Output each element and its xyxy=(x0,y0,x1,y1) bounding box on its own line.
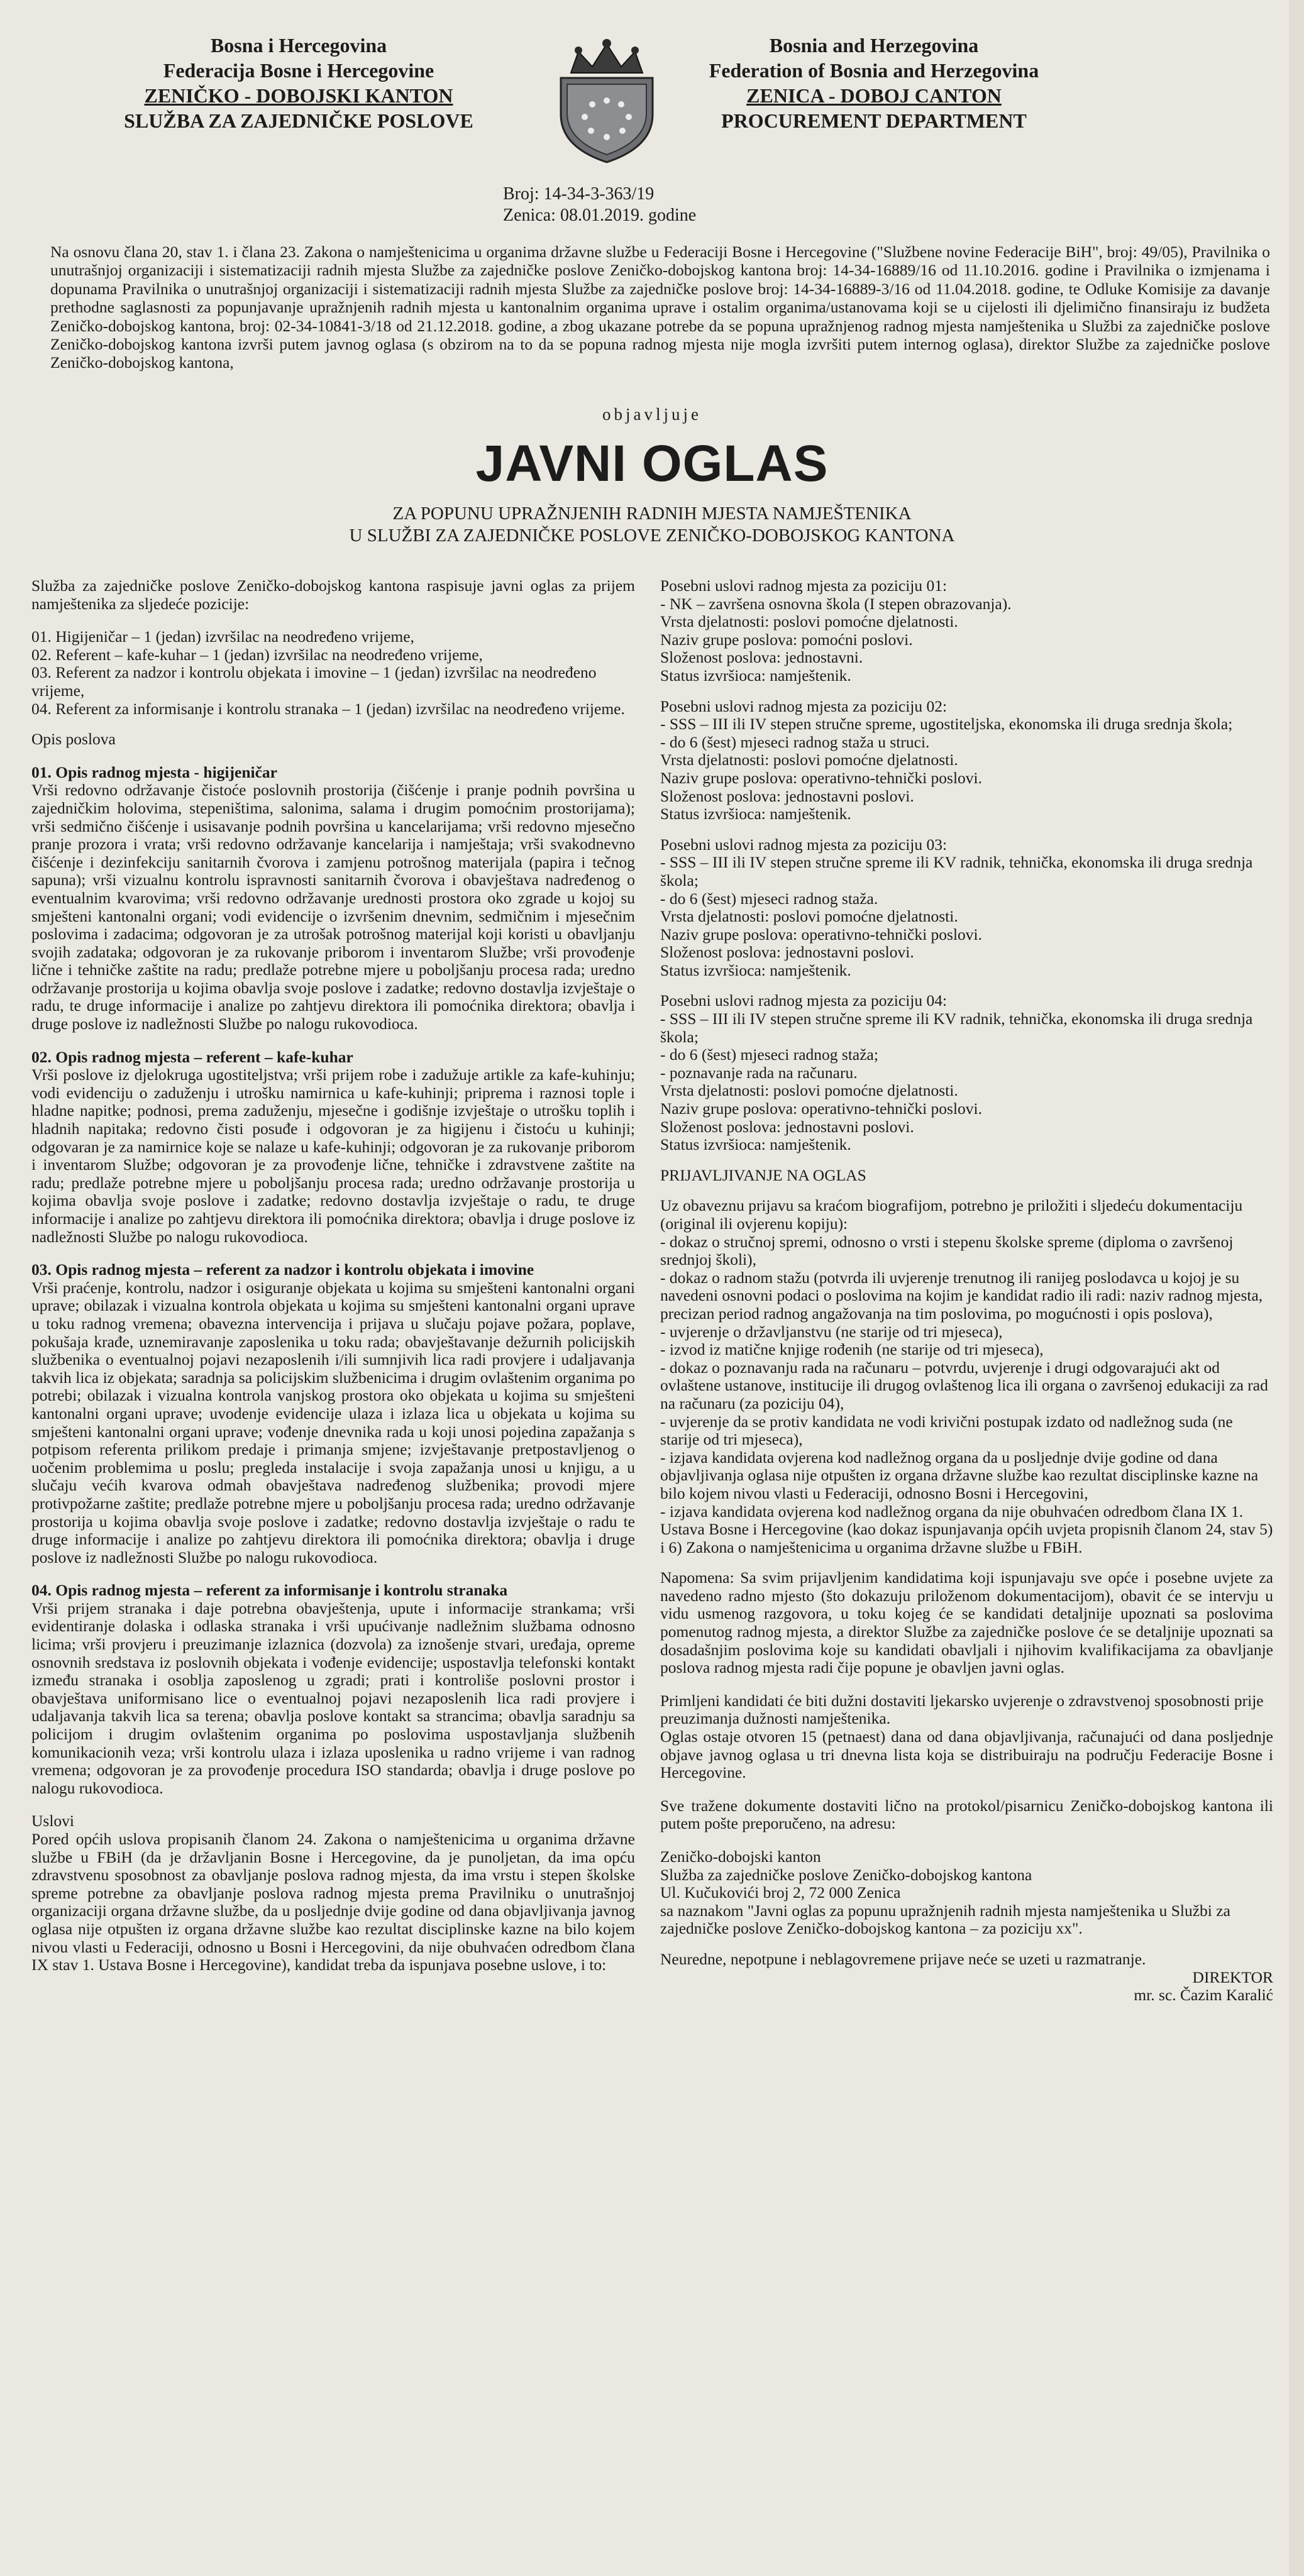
section-heading: Uslovi xyxy=(31,1812,75,1830)
address-line: sa naznakom "Javni oglas za popunu upražnjenih radnih mjesta namještenika u Službi za zajedničke poslove Zeničko-dobojskog kantona – za poziciju xx". xyxy=(660,1901,1230,1938)
objavljuje-label: objavljuje xyxy=(602,405,702,424)
job-description-text: Vrši redovno održavanje čistoće poslovnih prostorija (čišćenje i pranje podnih površina u zajedničkim holovima, stepeništima, salonima, salama i drugim pomoćnim prostorijama); vrši sedmično čišćenje i usisavanje podnih površina u kancelarijama; vrši redovno mjesečno pranje prozora i vrata; vrši redovno održavanje kancelarija i namještaja; vrši svakodnevno čišćenje i dezinfekciju sanitarnih čvorova i zamjenu potrošnog materijala (papira i tečnog sapuna); vrši vizualnu kontrolu ispravnosti sanitarnih čvorova i obavještava nadređenog o eventualnim kvarovima; vrši redovno održavanje urednosti prostora oko zgrade u kojoj su smješteni kantonalni organi; vodi evidencije o izvršenim dnevnim, sedmičnim i mjesečnim poslovima i zadacima; odgovoran je za utrošak potrošnog materijal koji koristi u obavljanju svojih zadataka; odgovoran je za rukovanje priborom i inventarom Službe; vrši provođenje lične i tehničke zaštite na radu; predlaže potrebne mjere u poboljšanju procesa rada; uredno održavanje prostorija u kojima obavlja svoje poslove i zadatke; redovno dostavlja izvještaje o radu, te druge informacije i analize po zahtjevu direktora ili pomoćnika direktora; obavlja i druge poslove iz nadležnosti Službe po nalogu rukovodioca. xyxy=(31,781,635,1033)
condition-line: Status izvršioca: namještenik. xyxy=(660,805,851,823)
subtitle-line: U SLUŽBI ZA ZAJEDNIČKE POSLOVE ZENIČKO-DOBOJSKOG KANTONA xyxy=(349,526,955,546)
condition-line: - poznavanje rada na računaru. xyxy=(660,1063,858,1082)
condition-line: Složenost poslova: jednostavni poslovi. xyxy=(660,786,914,805)
address-line: Služba za zajedničke poslove Zeničko-dobojskog kantona xyxy=(660,1865,1032,1884)
condition-line: - do 6 (šest) mjeseci radnog staža; xyxy=(660,1045,878,1064)
header-left-line: Bosna i Hercegovina xyxy=(210,34,387,57)
mailing-address xyxy=(660,1848,1273,1938)
condition-line: Naziv grupe poslova: operativno-tehnički poslovi. xyxy=(660,1099,983,1118)
header-right xyxy=(673,33,1075,133)
position-item: 02. Referent – kafe-kuhar – 1 (jedan) izvršilac na neodređeno vrijeme, xyxy=(31,645,483,664)
subtitle-line: ZA POPUNU UPRAŽNJENIH RADNIH MJESTA NAMJEŠTENIKA xyxy=(392,504,912,524)
deadline-paragraph: Oglas ostaje otvoren 15 (petnaest) dana od dana objavljivanja, računajući od dana posljednje objave javnog oglasa u tri dnevna lista koja se distribuiraju na području Federacije Bosne i Hercegovine. xyxy=(660,1727,1273,1782)
document-item: - uvjerenje da se protiv kandidata ne vodi krivični postupak izdato od nadležnog suda (ne starije od tri mjeseca), xyxy=(660,1412,1233,1449)
condition-line: Posebni uslovi radnog mjesta za poziciju 04: xyxy=(660,991,948,1010)
job-description-heading: 03. Opis radnog mjesta – referent za nadzor i kontrolu objekata i imovine xyxy=(31,1260,534,1279)
opening-paragraph: Služba za zajedničke poslove Zeničko-dobojskog kantona raspisuje javni oglas za prijem namještenika za sljedeće pozicije: xyxy=(31,576,635,613)
condition-line: Posebni uslovi radnog mjesta za poziciju 01: xyxy=(660,576,948,595)
condition-line: Naziv grupe poslova: operativno-tehnički poslovi. xyxy=(660,768,983,787)
condition-line: Vrsta djelatnosti: poslovi pomoćne djelatnosti. xyxy=(660,1081,958,1100)
header-right-line: PROCUREMENT DEPARTMENT xyxy=(721,109,1027,132)
signature-title: DIREKTOR xyxy=(1192,1968,1273,1986)
left-column xyxy=(31,577,635,1990)
condition-line: Vrsta djelatnosti: poslovi pomoćne djelatnosti. xyxy=(660,907,958,926)
job-description-heading: 02. Opis radnog mjesta – referent – kafe-kuhar xyxy=(31,1047,353,1066)
reference-block xyxy=(503,184,696,226)
section-heading: Opis poslova xyxy=(31,730,116,749)
submission-paragraph: Sve tražene dokumente dostaviti lično na protokol/pisarnicu Zeničko-dobojskog kantona ili putem pošte preporučeno, na adresu: xyxy=(660,1796,1273,1833)
position-item: 01. Higijeničar – 1 (jedan) izvršilac na neodređeno vrijeme, xyxy=(31,627,414,646)
condition-line: Posebni uslovi radnog mjesta za poziciju 03: xyxy=(660,835,948,854)
intro-paragraph: Na osnovu člana 20, stav 1. i člana 23. Zakona o namještenicima u organima državne službe u Federaciji Bosne i Hercegovine ("Službene novine Federacije BiH", broj: 49/05), Pravilnika o unutrašnjoj organizaciji i sistematizaciji radnih mjesta Službe za zajedničke poslove Zeničko-dobojskog kantona broj: 14-34-16889/16 od 11.10.2016. godine i Pravilnika o izmjenama i dopunama Pravilnika o unutrašnjoj organizaciji i sistematizaciji radnih mjesta Službe za zajedničke poslove broj: 14-34-16889-3/16 od 11.04.2018. godine, te Odluke Komisije za davanje prethodne saglasnosti za popunjavanje upražnjenih radnih mjesta u kantonalnim organima uprave i ostalim organima/ustanovama koji se u cijelosti ili djelimično finansiraju iz budžeta Zeničko-dobojskog kantona, broj: 02-34-10841-3/18 od 21.12.2018. godine, a zbog ukazane potrebe da se popuna upražnjenog radnog mjesta namještenika u Službi za zajedničke poslove Zeničko-dobojskog kantona izvrši putem javnog oglasa (s obzirom na to da se popuna radnog mjesta nije mogla izvršiti putem internog oglasa), direktor Službe za zajedničke poslove Zeničko-dobojskog kantona, xyxy=(50,243,1270,372)
application-heading: PRIJAVLJIVANJE NA OGLAS xyxy=(660,1165,866,1184)
signature-name: mr. sc. Čazim Karalić xyxy=(1134,1986,1273,2005)
document-item: - izjava kandidata ovjerena kod nadležnog organa da u posljednje dvije godine od dana objavljivanja oglasa nije otpušten iz organa državne službe kao rezultat disciplinske kazne na bilo kojem nivou vlasti u Federaciji, odnosno Bosni i Hercegovini, xyxy=(660,1448,1259,1502)
job-description-heading: 04. Opis radnog mjesta – referent za informisanje i kontrolu stranaka xyxy=(31,1581,508,1600)
position-conditions-04 xyxy=(660,992,1273,1153)
position-conditions-01 xyxy=(660,577,1273,685)
condition-line: - SSS – III ili IV stepen stručne spreme ili KV radnik, tehnička, ekonomska ili druga srednja škola; xyxy=(660,853,1253,889)
job-description-text: Vrši praćenje, kontrolu, nadzor i osiguranje objekata u kojima su smješteni kantonalni organi uprave; obilazak i vizualna kontrola objekata u kojima su smješteni kantonalni organi uprave u toku radnog vremena; obavezna intervencija i prijava u slučaju pojave požara, poplave, pokušaja krađe, uznemiravanje zaposlenika u toku rada; obavještavanje dežurnih policijskih službenika o eventualnoj pojavi nezaposlenih i/ili sumnjivih lica radi provjere i udaljavanja takvih lica iz objekata; saradnja sa policijskim službenicima i drugim ovlaštenim organima po potrebi; obilazak i vizualna kontrola vanjskog prostora oko objekata u kojima su smješteni kantonalni organi uprave; uvodenje evidencije ulaza i izlaza lica u objekata u kojima su smješteni kantonalni organi uprave; vođenje dnevnika rada u koji unosi pojedina zapažanja s potpisom referenta prilikom predaje i primanja smjene; izvještavanje pretpostavljenog o uočenim problemima u poslu; pregleda instalacije i svoja zapažanja unosi u knjigu, a u slučaju većih kvarova odmah obavještava nadređenog službenika; provodi mjere protivpožarne zaštite; predlaže potrebne mjere u poboljšanju procesa rada; uredno održavanje prostorija u kojima obavlja svoje poslove i zadatke; redovno dostavlja izvještaje o radu te druge informacije i analize po zahtjevu direktora ili pomoćnika direktora; obavlja i druge poslove iz nadležnosti Službe po nalogu rukovodioca. xyxy=(31,1278,635,1566)
condition-line: Posebni uslovi radnog mjesta za poziciju 02: xyxy=(660,696,948,715)
document-item: - dokaz o stručnoj spremi, odnosno o vrsti i stepenu školske spreme (diploma o završenoj srednjoj školi), xyxy=(660,1232,1234,1269)
document-item: - uvjerenje o državljanstvu (ne starije od tri mjeseca), xyxy=(660,1322,1003,1341)
condition-line: Status izvršioca: namještenik. xyxy=(660,1135,851,1154)
subtitle xyxy=(0,503,1304,547)
right-page-margin xyxy=(1289,0,1304,2576)
note-paragraph: Napomena: Sa svim prijavljenim kandidatima koji ispunjavaju sve opće i posebne uvjete za navedeno radno mjesto (što dokazuju priloženom dokumentacijom), obavit će se intervju u vidu usmenog razgovora, u toku kojeg će se kandidati detaljnije upoznati sa poslovima pomenutog radnog mjesta, a direktor Službe za zajedničke poslove će se detaljnije upoznati sa dosadašnjim poslovima koje su kandidati obavljali i njihovim kvalifikacijama za obavljanje poslova radnog mjesta radi čije popune je obavljen javni oglas. xyxy=(660,1568,1273,1677)
position-conditions-02 xyxy=(660,698,1273,823)
conditions-paragraph: Pored općih uslova propisanih članom 24. Zakona o namještenicima u organima državne službe u FBiH (da je državljanin Bosne i Hercegovine, da je punoljetan, da ima opću zdravstvenu sposobnost za obavljanje poslova radnog mjesta, da ima vrstu i stepen školske spreme potrebne za obavljanje poslova radnog mjesta prema Pravilniku o unutrašnjoj organizaciji organa državne službe, da u posljednje dvije godine od dana objavljivanja javnog oglasa nije otpušten iz organa državne službe kao rezultat disciplinske kazne na bilo kojem nivou vlasti u Federaciji, odnosno u Bosni i Hercegovini, da nije obuhvaćen odredbom člana IX stav 1. Ustava Bosne i Hercegovine), kandidat treba da ispunjava posebne uslove, i to: xyxy=(31,1830,635,1974)
document-item: - dokaz o poznavanju rada na računaru – potvrdu, uvjerenje i drugi odgovarajući akt od ovlaštene ustanove, institucije ili drugog ovlaštenog lica ili organa o završenoj edukaciji za rad na računaru (za poziciju 04), xyxy=(660,1358,1268,1412)
address-line: Ul. Kučukovići broj 2, 72 000 Zenica xyxy=(660,1883,901,1902)
document-item: Uz obaveznu prijavu sa kraćom biografijom, potrebno je priložiti i sljedeću dokumentaciju (original ili ovjerenu kopiju): xyxy=(660,1196,1243,1233)
position-conditions-03 xyxy=(660,836,1273,980)
page-title: JAVNI OGLAS xyxy=(475,435,829,492)
application-documents xyxy=(660,1197,1273,1556)
header-right-line: ZENICA - DOBOJ CANTON xyxy=(746,84,1002,107)
header-right-line: Federation of Bosnia and Herzegovina xyxy=(709,59,1039,82)
medical-certificate-text: Primljeni kandidati će biti dužni dostaviti ljekarsko uvjerenje o zdravstvenoj sposobnosti prije preuzimanja dužnosti namještenika. xyxy=(660,1691,1264,1728)
position-item: 03. Referent za nadzor i kontrolu objekata i imovine – 1 (jedan) izvršilac na neodređeno vrijeme, xyxy=(31,663,597,700)
condition-line: - SSS – III ili IV stepen stručne spreme ili KV radnik, tehnička, ekonomska ili druga srednja škola; xyxy=(660,1010,1253,1046)
condition-line: Složenost poslova: jednostavni poslovi. xyxy=(660,1117,914,1136)
reference-date: Zenica: 08.01.2019. godine xyxy=(503,206,697,225)
condition-line: Naziv grupe poslova: operativno-tehnički poslovi. xyxy=(660,925,983,944)
header-left-line: SLUŽBA ZA ZAJEDNIČKE POSLOVE xyxy=(124,109,473,132)
right-column xyxy=(660,577,1273,2005)
zenica-doboj-canton-crest-icon xyxy=(553,39,660,165)
header-left xyxy=(97,33,500,133)
condition-line: Status izvršioca: namještenik. xyxy=(660,666,851,685)
condition-line: Status izvršioca: namještenik. xyxy=(660,960,851,979)
document-item: - dokaz o radnom stažu (potvrda ili uvjerenje trenutnog ili ranijeg poslodavca u kojoj je su navedeni osnovni podaci o poslovima na kojim je kandidat radio ili radi: naziv radnog mjesta, precizan period radnog angažovanja na tim poslovima, po mogućnosti i opis poslova), xyxy=(660,1268,1263,1323)
positions-list xyxy=(31,628,635,718)
header-right-line: Bosnia and Herzegovina xyxy=(769,34,979,57)
header-left-line: Federacija Bosne i Hercegovine xyxy=(163,59,434,82)
condition-line: - do 6 (šest) mjeseci radnog staža. xyxy=(660,889,878,908)
position-item: 04. Referent za informisanje i kontrolu stranaka – 1 (jedan) izvršilac na neodređeno vrijeme. xyxy=(31,699,625,718)
reference-number: Broj: 14-34-3-363/19 xyxy=(503,184,655,204)
condition-line: - SSS – III ili IV stepen stručne spreme, ugostiteljska, ekonomska ili druga srednja škola; xyxy=(660,715,1233,734)
address-line: Zeničko-dobojski kanton xyxy=(660,1847,821,1866)
condition-line: Naziv grupe poslova: pomoćni poslovi. xyxy=(660,630,913,649)
condition-line: - do 6 (šest) mjeseci radnog staža u struci. xyxy=(660,732,930,751)
job-description-text: Vrši prijem stranaka i daje potrebna obavještenja, upute i informacije strankama; vrši evidentiranje dolaska i odlaska stranaka i vrši upućivanje nadležnim službama odnosno licima; vrši provjeru i preuzimanje izlaznica (dozvola) za iznošenje stvari, uređaja, opreme osnovnih sredstava iz poslovnih objekata i vođenje evidencije; uspostavlja telefonski kontakt između stranaka i osoblja zaposlenog u zgradi; prati i kontroliše poslovni prostor i obavještava uniformisano lice o eventualnoj pojavi nezaposlenih lica radi provjere i udaljavanja takvih lica sa terena; obavlja poslove kontakt sa strancima; obavlja saradnju sa policijom i drugim ovlaštenim organima po poslovima uspostavljanja službenih komunikacionih veza; vrši kontrolu ulaza i izlaza uposlenika u radno vrijeme i van radnog vremena; odgovoran je za provođenje procedura ISO standarda; obavlja i druge poslove po nalogu rukovodioca. xyxy=(31,1599,635,1797)
incomplete-applications-note: Neuredne, nepotpune i neblagovremene prijave neće se uzeti u razmatranje. xyxy=(660,1949,1146,1968)
condition-line: Vrsta djelatnosti: poslovi pomoćne djelatnosti. xyxy=(660,612,958,631)
condition-line: Složenost poslova: jednostavni. xyxy=(660,648,863,667)
header-left-line: ZENIČKO - DOBOJSKI KANTON xyxy=(144,84,453,107)
condition-line: - NK – završena osnovna škola (I stepen obrazovanja). xyxy=(660,594,1012,613)
job-description-text: Vrši poslove iz djelokruga ugostiteljstva; vrši prijem robe i zadužuje artikle za kafe-kuhinju; vodi evidenciju o zaduženju i utrošku namirnica u kafe-kuhinji; priprema i raznosi tople i hladne napitke; podnosi, prema zaduženju, mjesečne i godišnje izvještaje o utrošku toplih i hladnih napitaka; redovno čisti posuđe i odgovoran je za higijenu i čistoću u kuhinji; odgovaran je za namirnice koje se nalaze u kafe-kuhinji; odgovoran je za rukovanje priborom i inventarom Službe; odgovoran je za provođenje lične, tehničke i zdravstvene zaštite na radu; predlaže potrebne mjere u poboljšanju procesa rada; uredno održavanje prostorija u kojima obavlja svoje poslove i zadatke; redovno dostavlja izvještaje o radu, te druge informacije i analize po zahtjevu direktora ili pomoćnika direktora; obavlja i druge poslove iz nadležnosti Službe po nalogu rukovodioca. xyxy=(31,1065,635,1246)
document-item: - izvod iz matične knjige rođenih (ne starije od tri mjeseca), xyxy=(660,1340,1044,1359)
condition-line: Složenost poslova: jednostavni poslovi. xyxy=(660,943,914,962)
condition-line: Vrsta djelatnosti: poslovi pomoćne djelatnosti. xyxy=(660,751,958,769)
job-description-heading: 01. Opis radnog mjesta - higijeničar xyxy=(31,762,277,781)
document-item: - izjava kandidata ovjerena kod nadležnog organa da nije obuhvaćen odredbom člana IX 1. Ustava Bosne i Hercegovine (kao dokaz ispunjavanja općih uvjeta propisnih članom 24, stav 5) i 6) Zakona o namještenicima u organima državne službe u FBiH. xyxy=(660,1502,1273,1556)
